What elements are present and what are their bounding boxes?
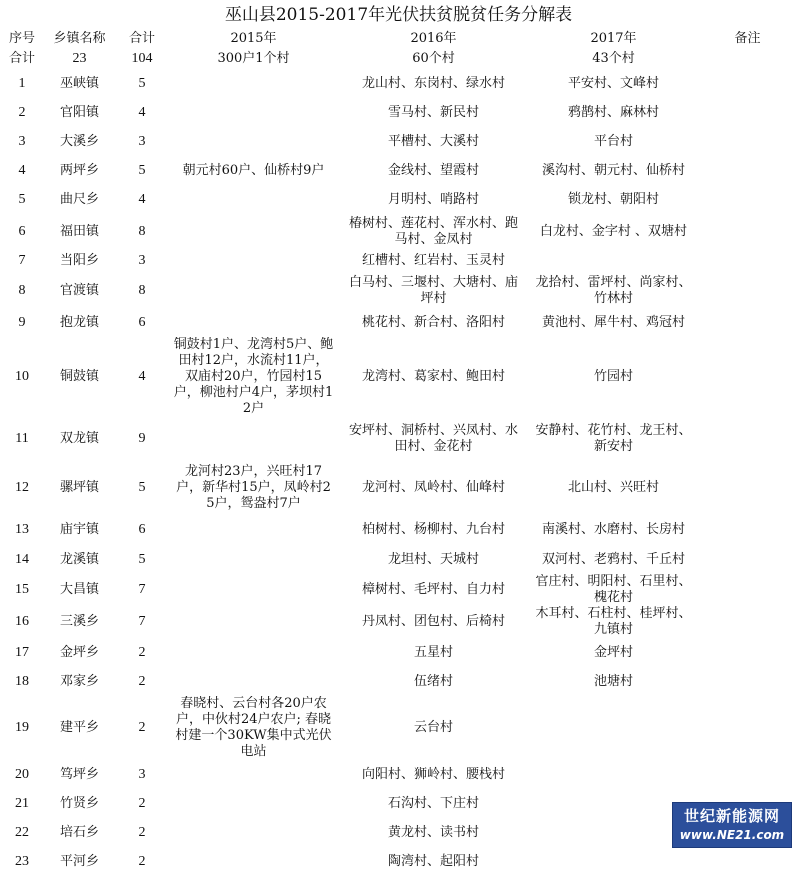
row-total: 2 xyxy=(138,720,146,735)
summary-2016: 60个村 xyxy=(412,51,455,66)
row-2015 xyxy=(167,545,340,574)
row-2017: 官庄村、明阳村、石里村、槐花村 xyxy=(535,574,692,605)
row-number: 3 xyxy=(18,133,26,149)
row-2016: 龙湾村、葛家村、鲍田村 xyxy=(361,369,505,384)
row-2015 xyxy=(167,185,340,214)
row-number: 16 xyxy=(15,614,29,629)
row-2016: 云台村 xyxy=(413,720,453,735)
row-2015: 龙河村23户，兴旺村17户，新华村15户，凤岭村25户，鸳盎村7户 xyxy=(176,464,331,511)
header-row xyxy=(2,29,795,49)
row-2015 xyxy=(167,760,340,789)
row-number: 6 xyxy=(18,223,26,239)
row-town: 巫峡镇 xyxy=(59,75,99,91)
row-note xyxy=(700,249,795,273)
row-total: 7 xyxy=(138,614,146,629)
table-row xyxy=(2,760,795,789)
table-row xyxy=(2,638,795,667)
row-town: 平河乡 xyxy=(59,854,99,869)
logo-text: 世纪新能源网 xyxy=(683,807,780,825)
row-town: 大昌镇 xyxy=(59,582,99,597)
row-2015 xyxy=(167,667,340,696)
row-number: 14 xyxy=(15,551,29,567)
task-table xyxy=(2,29,795,877)
row-note xyxy=(700,337,795,417)
row-town: 铜鼓镇 xyxy=(59,369,99,384)
row-note xyxy=(700,696,795,760)
row-town: 龙溪镇 xyxy=(59,551,99,567)
table-row xyxy=(2,98,795,127)
row-number: 5 xyxy=(18,191,26,207)
header-2016: 2016年 xyxy=(410,31,457,46)
row-town: 邓家乡 xyxy=(59,673,99,689)
summary-label: 合计 xyxy=(8,51,35,66)
row-2015 xyxy=(167,606,340,638)
table-row xyxy=(2,308,795,337)
row-2016: 丹凤村、团包村、后椅村 xyxy=(361,614,505,629)
row-note xyxy=(700,156,795,185)
row-number: 7 xyxy=(18,253,26,268)
row-town: 双龙镇 xyxy=(59,431,99,446)
row-2017: 安静村、花竹村、龙王村、新安村 xyxy=(535,423,692,454)
row-2016: 月明村、哨路村 xyxy=(387,191,479,207)
row-2015 xyxy=(167,98,340,127)
row-number: 19 xyxy=(15,720,29,735)
header-2015: 2015年 xyxy=(230,31,277,46)
summary-towns: 23 xyxy=(72,51,87,66)
header-total: 合计 xyxy=(128,31,155,46)
row-town: 笃坪乡 xyxy=(59,766,99,782)
row-2016: 石沟村、下庄村 xyxy=(387,795,479,811)
row-2016: 龙坦村、天城村 xyxy=(387,551,479,567)
row-town: 官渡镇 xyxy=(59,282,99,298)
row-total: 4 xyxy=(138,104,146,120)
row-2016: 五星村 xyxy=(413,644,453,660)
header-no: 序号 xyxy=(8,31,35,46)
row-total: 2 xyxy=(138,673,146,689)
row-note xyxy=(700,574,795,606)
header-town: 乡镇名称 xyxy=(53,31,106,46)
row-2015: 朝元村60户、仙桥村9户 xyxy=(182,162,325,178)
row-2016: 白马村、三堰村、大塘村、庙坪村 xyxy=(348,274,518,306)
table-row xyxy=(2,417,795,461)
row-town: 抱龙镇 xyxy=(59,314,99,330)
row-2015 xyxy=(167,638,340,667)
row-2016: 龙河村、凤岭村、仙峰村 xyxy=(361,480,505,495)
row-town: 培石乡 xyxy=(59,824,99,840)
row-2017: 黄池村、犀牛村、鸡冠村 xyxy=(541,314,685,330)
header-2017: 2017年 xyxy=(590,31,637,46)
row-2017: 白龙村、金字村 、双塘村 xyxy=(539,223,688,239)
row-2015 xyxy=(167,308,340,337)
row-total: 2 xyxy=(138,795,146,811)
row-note xyxy=(700,127,795,156)
row-total: 4 xyxy=(138,369,146,384)
row-2015 xyxy=(167,69,340,98)
row-2017: 锁龙村、朝阳村 xyxy=(567,191,659,207)
row-2016: 陶湾村、起阳村 xyxy=(387,854,479,869)
row-2017 xyxy=(527,696,700,760)
table-row xyxy=(2,606,795,638)
row-2017: 竹园村 xyxy=(593,369,633,384)
row-2015: 春晓村、云台村各20户农户，中伙村24户农户; 春晓村建一个30KW集中式光伏电站 xyxy=(175,696,332,759)
row-total: 3 xyxy=(138,766,146,782)
summary-total: 104 xyxy=(131,51,153,66)
row-note xyxy=(700,545,795,574)
row-note xyxy=(700,606,795,638)
row-number: 4 xyxy=(18,162,26,178)
row-2017: 木耳村、石柱村、桂坪村、九镇村 xyxy=(535,606,692,637)
row-town: 三溪乡 xyxy=(59,614,99,629)
row-note xyxy=(700,69,795,98)
header-note: 备注 xyxy=(734,31,761,46)
row-total: 7 xyxy=(138,582,146,597)
row-town: 建平乡 xyxy=(59,720,99,735)
row-number: 17 xyxy=(15,644,29,660)
row-total: 8 xyxy=(138,282,146,298)
row-town: 金坪乡 xyxy=(59,644,99,660)
row-number: 9 xyxy=(18,314,26,330)
row-2016: 黄龙村、读书村 xyxy=(387,824,479,840)
row-number: 10 xyxy=(15,369,29,384)
logo-url: www.NE21.com xyxy=(679,828,785,842)
row-2017: 南溪村、水磨村、长房村 xyxy=(541,522,685,537)
row-2015 xyxy=(167,818,340,847)
table-row xyxy=(2,273,795,308)
row-2015 xyxy=(167,127,340,156)
row-town: 曲尺乡 xyxy=(59,191,99,207)
row-total: 6 xyxy=(138,522,146,537)
summary-2017: 43个村 xyxy=(592,51,635,66)
row-2016: 红槽村、红岩村、玉灵村 xyxy=(361,253,505,268)
row-total: 2 xyxy=(138,824,146,840)
row-2017: 北山村、兴旺村 xyxy=(567,480,659,495)
row-town: 骡坪镇 xyxy=(59,480,99,495)
row-total: 2 xyxy=(138,854,146,869)
row-number: 8 xyxy=(18,282,26,298)
table-row xyxy=(2,574,795,606)
row-town: 庙宇镇 xyxy=(59,522,99,537)
row-2017: 池塘村 xyxy=(593,673,633,689)
row-2017: 鸦鹊村、麻林村 xyxy=(567,104,659,120)
row-total: 5 xyxy=(138,162,146,178)
row-number: 13 xyxy=(15,522,29,537)
row-2016: 樟树村、毛坪村、自力村 xyxy=(361,582,505,597)
row-town: 当阳乡 xyxy=(59,253,99,268)
row-2016: 龙山村、东岗村、绿水村 xyxy=(361,75,505,91)
row-total: 6 xyxy=(138,314,146,330)
row-note xyxy=(700,417,795,461)
row-total: 5 xyxy=(138,480,146,495)
row-total: 8 xyxy=(138,223,146,239)
row-2017: 龙拾村、雷坪村、尚家村、竹林村 xyxy=(535,274,692,306)
page-title: 巫山县2015-2017年光伏扶贫脱贫任务分解表 xyxy=(224,5,573,25)
row-number: 20 xyxy=(15,766,29,782)
row-number: 15 xyxy=(15,582,29,597)
row-2016: 柏树村、杨柳村、九台村 xyxy=(361,522,505,537)
row-total: 4 xyxy=(138,191,146,207)
table-row xyxy=(2,156,795,185)
row-number: 2 xyxy=(18,104,26,120)
row-2016: 椿树村、莲花村、浑水村、跑马村、金凤村 xyxy=(348,215,518,247)
row-town: 竹贤乡 xyxy=(59,795,99,811)
row-2015 xyxy=(167,214,340,249)
row-2016: 雪马村、新民村 xyxy=(387,104,479,120)
table-row xyxy=(2,249,795,273)
row-2017: 双河村、老鸦村、千丘村 xyxy=(541,551,685,567)
row-note xyxy=(700,667,795,696)
row-number: 22 xyxy=(15,824,29,840)
table-row xyxy=(2,696,795,760)
table-row xyxy=(2,127,795,156)
row-2016: 平槽村、大溪村 xyxy=(387,133,479,149)
row-note xyxy=(700,638,795,667)
row-town: 大溪乡 xyxy=(59,133,99,149)
row-2017: 平台村 xyxy=(593,133,633,149)
row-total: 9 xyxy=(138,431,146,446)
row-note xyxy=(700,515,795,545)
row-2015 xyxy=(167,789,340,818)
row-2017 xyxy=(527,249,700,273)
table-row xyxy=(2,515,795,545)
row-note xyxy=(700,185,795,214)
row-town: 官阳镇 xyxy=(59,104,99,120)
row-2016: 桃花村、新合村、洛阳村 xyxy=(361,314,505,330)
row-number: 1 xyxy=(18,75,26,91)
row-total: 5 xyxy=(138,551,146,567)
row-2015: 铜鼓村1户、龙湾村5户、鲍田村12户，水流村11户，双庙村20户，竹园村15户，柳池村户4户，茅坝村12户 xyxy=(173,337,334,416)
table-row xyxy=(2,461,795,515)
row-number: 11 xyxy=(15,431,29,446)
row-note xyxy=(700,273,795,308)
row-2016: 金线村、望霞村 xyxy=(387,162,479,178)
row-2016: 向阳村、狮岭村、腰栈村 xyxy=(361,766,505,782)
row-note xyxy=(700,461,795,515)
row-number: 21 xyxy=(15,795,29,811)
row-2016: 伍绪村 xyxy=(413,673,453,689)
row-note xyxy=(700,760,795,789)
row-2015 xyxy=(167,515,340,545)
row-2015 xyxy=(167,417,340,461)
table-row xyxy=(2,545,795,574)
row-2015 xyxy=(167,574,340,606)
row-2015 xyxy=(167,249,340,273)
table-row xyxy=(2,185,795,214)
summary-row xyxy=(2,49,795,69)
row-note xyxy=(700,98,795,127)
row-total: 2 xyxy=(138,644,146,660)
row-town: 两坪乡 xyxy=(59,162,99,178)
row-note xyxy=(700,308,795,337)
row-2016: 安坪村、洞桥村、兴凤村、水田村、金花村 xyxy=(348,423,518,454)
row-total: 3 xyxy=(138,133,146,149)
row-2017: 溪沟村、朝元村、仙桥村 xyxy=(541,162,685,178)
summary-note xyxy=(700,49,795,69)
row-total: 3 xyxy=(138,253,146,268)
row-number: 18 xyxy=(15,673,29,689)
row-total: 5 xyxy=(138,75,146,91)
row-2017: 平安村、文峰村 xyxy=(567,75,659,91)
site-logo xyxy=(672,802,792,848)
table-row xyxy=(2,214,795,249)
row-note xyxy=(700,214,795,249)
table-row xyxy=(2,337,795,417)
row-2017 xyxy=(527,760,700,789)
table-row xyxy=(2,667,795,696)
row-number: 12 xyxy=(15,480,29,495)
row-2017: 金坪村 xyxy=(593,644,633,660)
summary-2015: 300户1个村 xyxy=(217,51,290,66)
row-number: 23 xyxy=(15,854,29,869)
table-row xyxy=(2,69,795,98)
row-2015 xyxy=(167,273,340,308)
row-town: 福田镇 xyxy=(59,223,99,239)
